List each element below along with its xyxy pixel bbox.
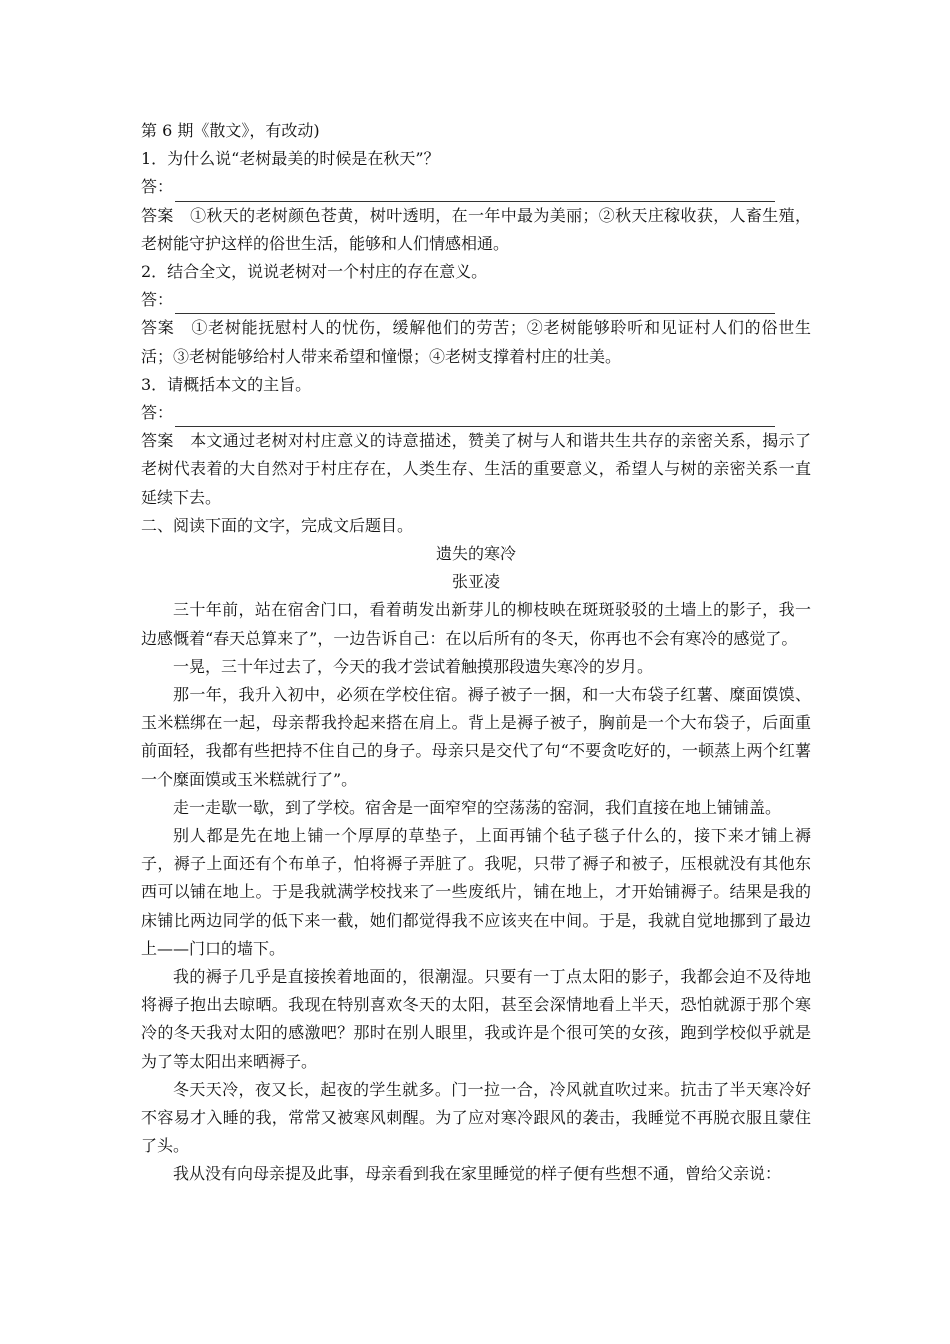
- article-title: 遗失的寒冷: [435, 544, 516, 563]
- answer-field-2[interactable]: [141, 286, 811, 314]
- question-3: 3．请概括本文的主旨。: [141, 374, 312, 394]
- article-paragraph: 冬天天冷，夜又长，起夜的学生就多。门一拉一合，冷风就直吹过来。抗击了半天寒冷好不容易才入睡的我，常常又被寒风刺醒。为了应对寒冷跟风的袭击，我睡觉不再脱衣服且蒙住了头。: [141, 1079, 811, 1156]
- answer-text: ①老树能抚慰村人的忧伤，缓解他们的劳苦；②老树能够聆听和见证村人们的俗世生活；③老树能够给村人带来希望和憧憬；④老树支撑着村庄的壮美。: [141, 318, 811, 366]
- answer-1: [141, 202, 811, 258]
- article-paragraph: 我从没有向母亲提及此事，母亲看到我在家里睡觉的样子便有些想不通，曾给父亲说：: [173, 1164, 782, 1184]
- question-1: 1．为什么说“老树最美的时候是在秋天”？: [141, 149, 440, 169]
- answer-label: 答案: [141, 431, 174, 451]
- answer-2: [141, 314, 811, 370]
- section-instruction: 二、阅读下面的文字，完成文后题目。: [141, 515, 414, 535]
- answer-prefix: 答：: [141, 177, 174, 197]
- answer-prefix: 答：: [141, 402, 174, 422]
- answer-label: 答案: [141, 205, 174, 225]
- answer-text: 本文通过老树对村庄意义的诗意描述，赞美了树与人和谐共生共存的亲密关系，揭示了老树代表着的大自然对于村庄存在，人类生存、生活的重要意义，希望人与树的亲密关系一直延续下去。: [141, 431, 811, 507]
- article-paragraph: 那一年，我升入初中，必须在学校住宿。褥子被子一捆，和一大布袋子红薯、糜面馍馍、玉米糕绑在一起，母亲帮我拎起来搭在肩上。背上是褥子被子，胸前是一个大布袋子，后面重前面轻，我都有些把持不住自己的身子。母亲只是交代了句“不要贪吃好的，一顿蒸上两个红薯一个糜面馍或玉米糕就行了”。: [141, 685, 811, 789]
- article-author: 张亚凌: [451, 572, 500, 592]
- answer-field-1[interactable]: [141, 173, 811, 201]
- answer-blank-line[interactable]: [175, 294, 775, 314]
- source-line: 第 6 期《散文》，有改动): [141, 121, 320, 140]
- answer-label: 答案: [141, 318, 175, 338]
- article-paragraph: 走一走歇一歇，到了学校。宿舍是一面窄窄的空荡荡的窑洞，我们直接在地上铺铺盖。: [173, 797, 782, 817]
- answer-blank-line[interactable]: [175, 182, 775, 202]
- article-paragraph: 三十年前，站在宿舍门口，看着萌发出新芽儿的柳枝映在斑斑驳驳的土墙上的影子，我一边感慨着“春天总算来了”，一边告诉自己：在以后所有的冬天，你再也不会有寒冷的感觉了。: [141, 600, 811, 648]
- article-paragraph: 我的褥子几乎是直接挨着地面的，很潮湿。只要有一丁点太阳的影子，我都会迫不及待地将褥子抱出去晾晒。我现在特别喜欢冬天的太阳，甚至会深情地看上半天，恐怕就源于那个寒冷的冬天我对太阳的感激吧？那时在别人眼里，我或许是个很可笑的女孩，跑到学校似乎就是为了等太阳出来晒褥子。: [141, 967, 811, 1071]
- article-paragraph: 一晃，三十年过去了，今天的我才尝试着触摸那段遗失寒冷的岁月。: [173, 656, 654, 676]
- answer-blank-line[interactable]: [175, 407, 775, 427]
- article-paragraph: 别人都是先在地上铺一个厚厚的草垫子，上面再铺个毡子毯子什么的，接下来才铺上褥子，褥子上面还有个布单子，怕将褥子弄脏了。我呢，只带了褥子和被子，压根就没有其他东西可以铺在地上。于是我就满学校找来了一些废纸片，铺在地上，才开始铺褥子。结果是我的床铺比两边同学的低下来一截，她们都觉得我不应该夹在中间。于是，我就自觉地挪到了最边上——门口的墙下。: [141, 826, 811, 958]
- answer-prefix: 答：: [141, 290, 174, 310]
- document-page: [141, 117, 811, 1189]
- answer-field-3[interactable]: [141, 399, 811, 427]
- answer-3: [141, 427, 811, 512]
- answer-text: ①秋天的老树颜色苍黄，树叶透明，在一年中最为美丽；②秋天庄稼收获，人畜生殖，老树能守护这样的俗世生活，能够和人们情感相通。: [141, 205, 811, 253]
- question-2: 2．结合全文，说说老树对一个村庄的存在意义。: [141, 262, 488, 281]
